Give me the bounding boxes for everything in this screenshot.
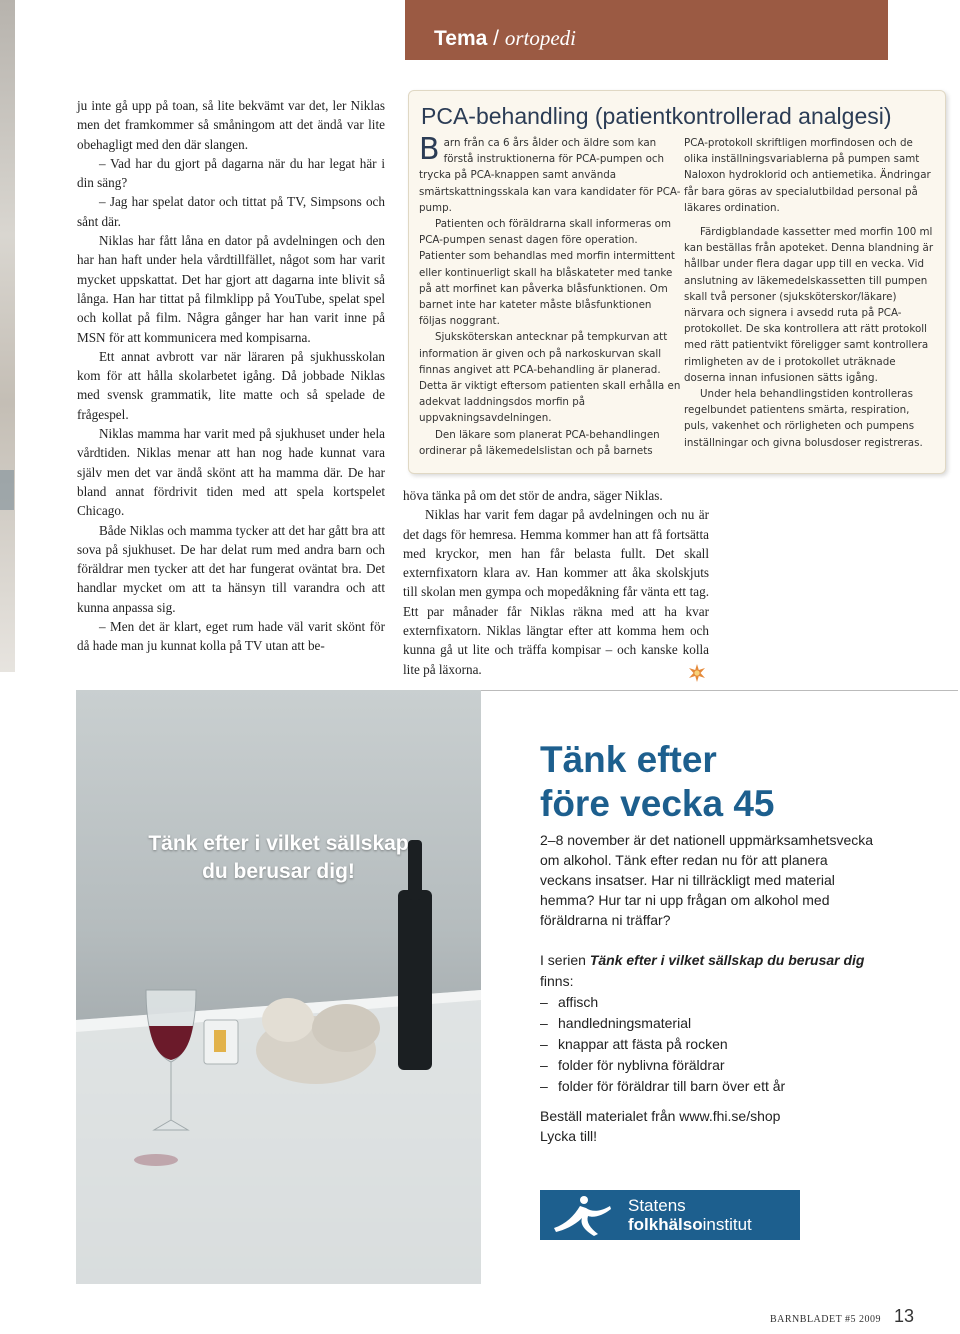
list-item: – knappar att fästa på rocken — [540, 1034, 880, 1055]
pca-paragraph: PCA-protokoll skriftligen morfindosen och de olika inställningsvariablerna på pumpen samt Naloxon hydroklorid och antiemetika. Ändringar får bara göras av specialutbildad personal på läkares ordination. — [684, 137, 931, 214]
left-photo-detail — [0, 470, 14, 510]
section-title — [434, 26, 576, 51]
article-paragraph: höva tänka på om det stör de andra, säger Niklas. — [403, 488, 663, 503]
ad-photo-caption-line-1: Tänk efter i vilket sällskap — [148, 832, 409, 855]
dropcap: B — [419, 132, 440, 167]
ad-series-intro — [540, 950, 880, 992]
ad-series-title: Tänk efter i vilket sällskap du berusar dig — [589, 952, 865, 968]
ad-closing-line: Lycka till! — [540, 1128, 598, 1144]
ad-headline-line-2: före vecka 45 — [540, 783, 775, 824]
ad-photo — [76, 690, 481, 1284]
logo-line-2-rest: institut — [702, 1215, 752, 1234]
ad-photo-caption-line-2: du berusar dig! — [202, 860, 355, 883]
left-photo-strip — [0, 0, 15, 672]
article-paragraph: Niklas mamma har varit med på sjukhuset under hela vårdtiden. Niklas menar att han nog hade kunnat vara själv men det var ändå skönt att ha mamma där. De har bland annat fördrivit tiden med att spela kortspelet Chicago. — [77, 426, 385, 519]
header-bar — [405, 0, 888, 60]
ad-order-line[interactable]: Beställ materialet från www.fhi.se/shop — [540, 1108, 781, 1124]
article-paragraph: Niklas har varit fem dagar på avdelningen och nu är det dags för hemresa. Hemma kommer han att få fortsätta med kryckor, men han får belasta fullt. Det skall externfixatorn klara av. Han kommer att åka skolskjuts till skolan men gympa och mopedåkning får vänta ett tag. Ett par månader får Niklas räkna med att ha kvar externfixatorn. Niklas längtar efter att komma hem och kunna gå ut lite och träffa kompisar – och kanske kolla lite på läxorna. — [403, 507, 709, 677]
footer-magazine: BARNBLADET #5 2009 — [770, 1314, 882, 1325]
ad-series-prefix: I serien — [540, 952, 590, 968]
ad-photo-caption — [76, 830, 481, 886]
pca-paragraph: Under hela behandlingstiden kontrolleras regelbundet patientens smärta, respiration, puls, vakenhet och rörligheten och pumpens inställningar och givna bolusdoser registreras. — [684, 388, 923, 449]
article-left-column — [77, 96, 385, 656]
pca-box-column-2 — [684, 135, 936, 451]
article-paragraph: – Jag har spelat dator och tittat på TV, Simpsons och sånt där. — [77, 194, 385, 229]
article-paragraph: Både Niklas och mamma tycker att det har gått bra att sova på sjukhuset. De har delat rum med andra barn och föräldrar men tycker att det har fungerat oväntat bra. Det handlar mycket om att ta hänsyn till varandra och att kunna anpassa sig. — [77, 522, 385, 615]
section-separator: / — [487, 27, 505, 50]
section-topic: ortopedi — [504, 26, 576, 50]
list-item: – affisch — [540, 992, 880, 1013]
list-item: – handledningsmaterial — [540, 1013, 880, 1034]
article-paragraph: – Vad har du gjort på dagarna när du har legat här i din säng? — [77, 155, 385, 191]
logo-line-1: Statens — [628, 1196, 686, 1215]
article-paragraph: Niklas har fått låna en dator på avdelningen och den har han haft under hela vårdtillfället, något som har varit mycket uppskattat. Det har gjort att dagarna inte blivit så långa. Han har tittat på filmklipp på YouTube, spelat spel och kollat på film. Några gånger har han varit inne på MSN för att kommunicera med kompisarna. — [77, 233, 385, 345]
pca-paragraph-text: arn från ca 6 års ålder och äldre som kan förstå instruktionerna för PCA-pumpen och trycka på PCA-knappen samt använda smärtskattningsskala kan vara kandidater för PCA-pump. — [419, 137, 681, 214]
fhi-logo-text — [628, 1196, 752, 1234]
pca-paragraph — [419, 132, 681, 216]
ad-order-info — [540, 1106, 880, 1146]
ad-material-list — [540, 992, 880, 1097]
fhi-figure-icon — [540, 1190, 620, 1240]
fhi-logo — [540, 1190, 800, 1240]
pca-info-box — [408, 90, 946, 474]
ad-headline-line-1: Tänk efter — [540, 739, 717, 780]
logo-line-2-bold: folkhälso — [628, 1215, 703, 1234]
article-paragraph: – Men det är klart, eget rum hade väl varit skönt för då hade man ju kunnat kolla på TV utan att be- — [77, 619, 385, 654]
article-paragraph: ju inte gå upp på toan, så lite bekvämt var det, ler Niklas men det framkommer så småningom att det ändå var lite obehagligt med den där slangen. — [77, 98, 385, 152]
article-paragraph: Ett annat avbrott var när läraren på sjukhusskolan kom för att hålla skolarbetet igång. Då jobbade Niklas med svensk grammatik, lite matte och så spelade de frågespel. — [77, 348, 385, 422]
ad-body-text: 2–8 november är det nationell uppmärksamhetsvecka om alkohol. Tänk efter redan nu för att planera veckans insatser. Har ni tillräckligt med material hemma? Hur tar ni upp frågan om alkohol med föräldrarna ni träffar? — [540, 832, 874, 928]
pca-paragraph: Patienten och föräldrarna skall informeras om PCA-pumpen senast dagen före operation. Patienter som behandlas med morfin intermittent eller kontinuerligt skall ha blåskateter med tanke på att morfinet kan påverka blåsfunktionen. Om barnet inte har kateter måste blåsfunktionen följas noggrant. — [419, 218, 675, 328]
pca-paragraph: Sjuksköterskan antecknar på tempkurvan att information är given och på narkoskurvan skall finnas angivet att PCA-behandling är planerad. Detta är viktigt eftersom patienten skall erhålla en adekvat laddningsdos morfin på uppvakningsavdelningen. — [419, 331, 681, 425]
pca-paragraph: Den läkare som planerat PCA-behandlingen ordinerar på läkemedelslistan och på barnets — [419, 428, 660, 457]
pca-box-title: PCA-behandling (patientkontrollerad analgesi) — [421, 103, 892, 129]
list-item: – folder för nyblivna föräldrar — [540, 1055, 880, 1076]
pca-paragraph: Färdigblandade kassetter med morfin 100 ml kan beställas från apoteket. Denna blandning är hållbar under flera dagar upp till en vecka. Vid anslutning av läkemedelskassetten till pumpen skall två personer (sjuksköterskor/läkare) närvara och signera i avsedd ruta på PCA-protokollet. De ska kontrollera att rätt protokoll med rätt patientvikt föreligger samt kontrollera rimligheten av de i protokollet uträknade doserna innan infusionen sätts igång. — [684, 226, 934, 384]
end-mark-star-icon — [688, 664, 706, 682]
section-label: Tema — [434, 27, 488, 50]
ad-headline — [540, 738, 920, 826]
page-number: 13 — [894, 1306, 915, 1326]
article-right-column — [403, 486, 709, 679]
ad-series-list — [540, 950, 880, 1097]
ad-body — [540, 830, 880, 930]
logo-line-2 — [628, 1215, 752, 1234]
list-item: – folder för föräldrar till barn över ett år — [540, 1076, 880, 1097]
pca-box-column-1 — [419, 132, 681, 459]
ad-series-suffix: finns: — [540, 973, 574, 989]
